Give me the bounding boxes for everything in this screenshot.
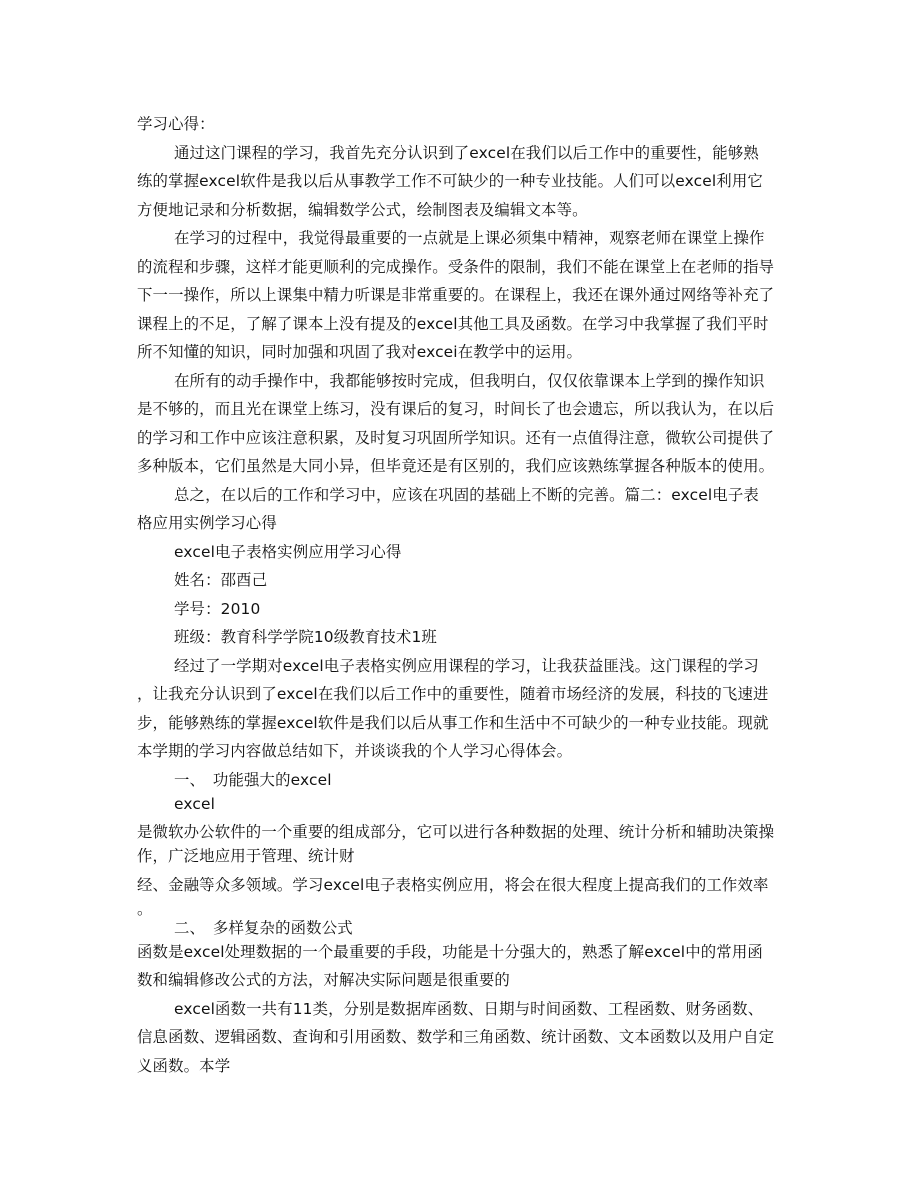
paragraph-line: 的流程和步骤，这样才能更顺利的完成操作。受条件的限制，我们不能在课堂上在老师的指导 (137, 258, 775, 276)
paragraph-line: 。 (137, 900, 153, 918)
section-heading: 二、 多样复杂的函数公式 (174, 919, 353, 937)
paragraph-line: 经过了一学期对excel电子表格实例应用课程的学习，让我获益匪浅。这门课程的学习 (174, 657, 759, 675)
paragraph-line: 所不知懂的知识，同时加强和巩固了我对excei在教学中的运用。 (137, 343, 583, 361)
paragraph-line: excel函数一共有11类，分别是数据库函数、日期与时间函数、工程函数、财务函数、 (174, 1000, 764, 1018)
paragraph-line: excel (174, 795, 215, 813)
paragraph-line: 函数是excel处理数据的一个最重要的手段，功能是十分强大的，熟悉了解excel中的常用函 (137, 943, 763, 961)
paragraph-line: 格应用实例学习心得 (137, 514, 277, 532)
paragraph-line: 总之，在以后的工作和学习中，应该在巩固的基础上不断的完善。篇二：excel电子表 (174, 486, 759, 504)
student-id: 学号：2010 (174, 600, 261, 618)
paragraph-line: 方便地记录和分析数据，编辑数学公式，绘制图表及编辑文本等。 (137, 201, 588, 219)
paragraph-line: 是不够的，而且光在课堂上练习，没有课后的复习，时间长了也会遗忘，所以我认为，在以后 (137, 400, 775, 418)
author-name: 姓名：邵酉己 (174, 571, 268, 589)
paragraph-line: 义函数。本学 (137, 1057, 231, 1075)
paragraph-line: 课程上的不足，了解了课本上没有提及的excel其他工具及函数。在学习中我掌握了我们平时 (137, 315, 769, 333)
paragraph-line: 信息函数、逻辑函数、查询和引用函数、数学和三角函数、统计函数、文本函数以及用户自定 (137, 1028, 775, 1046)
paragraph-line: ，让我充分认识到了excel在我们以后工作中的重要性，随着市场经济的发展，科技的飞速进 (137, 685, 769, 703)
paragraph-line: 的学习和工作中应该注意积累，及时复习巩固所学知识。还有一点值得注意，微软公司提供了 (137, 429, 775, 447)
doc-title: 学习心得： (137, 115, 215, 133)
paragraph-line: 是微软办公软件的一个重要的组成部分，它可以进行各种数据的处理、统计分析和辅助决策操 (137, 823, 775, 841)
paragraph-line: 作，广泛地应用于管理、统计财 (137, 847, 355, 865)
paragraph-line: 在学习的过程中，我觉得最重要的一点就是上课必须集中精神，观察老师在课堂上操作 (174, 229, 765, 247)
paragraph-line: 练的掌握excel软件是我以后从事教学工作不可缺少的一种专业技能。人们可以excel利用它 (137, 172, 763, 190)
paragraph-line: 下一一操作，所以上课集中精力听课是非常重要的。在课程上，我还在课外通过网络等补充了 (137, 286, 775, 304)
paragraph-line: 本学期的学习内容做总结如下，并谈谈我的个人学习心得体会。 (137, 742, 573, 760)
paragraph-line: 多种版本，它们虽然是大同小异，但毕竟还是有区别的，我们应该熟练掌握各种版本的使用。 (137, 457, 775, 475)
paragraph-line: 步，能够熟练的掌握excel软件是我们以后从事工作和生活中不可缺少的一种专业技能。现就 (137, 714, 769, 732)
paragraph-line: 数和编辑修改公式的方法，对解决实际问题是很重要的 (137, 971, 510, 989)
paragraph-line: 通过这门课程的学习，我首先充分认识到了excel在我们以后工作中的重要性，能够熟 (174, 144, 759, 162)
paragraph-line: 在所有的动手操作中，我都能够按时完成，但我明白，仅仅依靠课本上学到的操作知识 (174, 372, 765, 390)
section-heading: 一、 功能强大的excel (174, 771, 332, 789)
paragraph-line: 经、金融等众多领域。学习excel电子表格实例应用，将会在很大程度上提高我们的工作效率 (137, 876, 769, 894)
subtitle: excel电子表格实例应用学习心得 (174, 543, 402, 561)
class-info: 班级：教育科学学院10级教育技术1班 (174, 628, 437, 646)
